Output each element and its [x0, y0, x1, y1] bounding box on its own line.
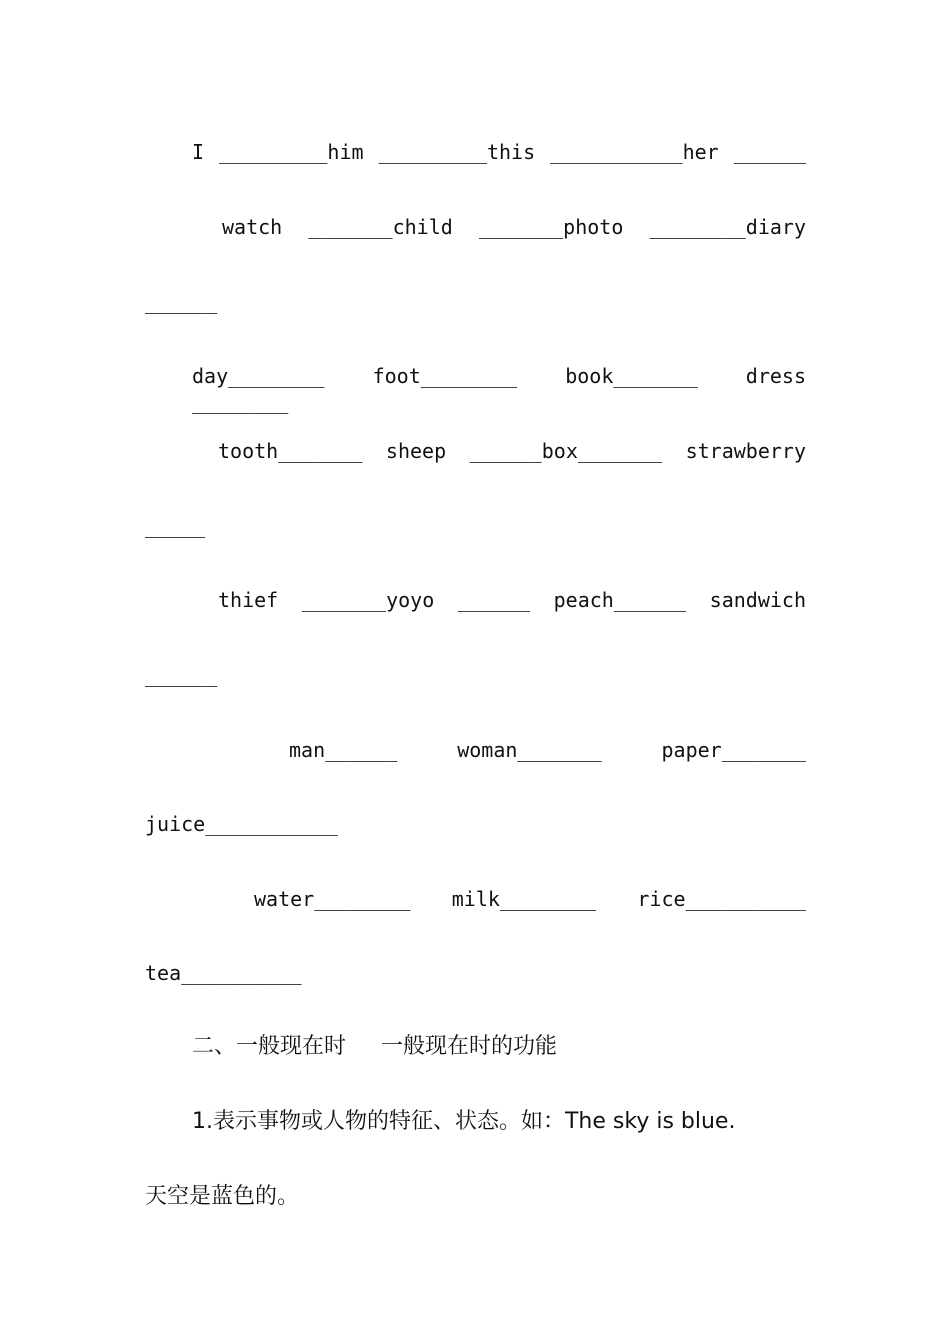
section-heading: 二、一般现在时 一般现在时的功能 — [192, 1034, 557, 1059]
worksheet-line-2: watch _______child _______photo ________diary — [222, 215, 806, 239]
worksheet-line-1: I _________him _________this ___________her ______ — [192, 140, 806, 164]
worksheet-line-6: _____ — [145, 514, 206, 538]
paragraph-item-1-translation: 天空是蓝色的。 — [145, 1184, 300, 1209]
worksheet-line-8: ______ — [145, 663, 218, 687]
worksheet-line-10: juice___________ — [145, 812, 338, 836]
worksheet-line-4: day________ foot________ book_______ dress ________ — [192, 364, 806, 414]
worksheet-line-11: water________ milk________ rice__________ — [254, 887, 806, 911]
worksheet-line-9: man______ woman_______ paper_______ — [289, 738, 806, 762]
worksheet-line-12: tea__________ — [145, 961, 302, 985]
worksheet-line-5: tooth_______ sheep ______box_______ strawberry — [218, 439, 806, 463]
worksheet-line-3: ______ — [145, 290, 218, 314]
worksheet-line-7: thief _______yoyo ______ peach______ sandwich — [218, 588, 806, 612]
paragraph-item-1: 1.表示事物或人物的特征、状态。如：The sky is blue. — [192, 1109, 736, 1134]
